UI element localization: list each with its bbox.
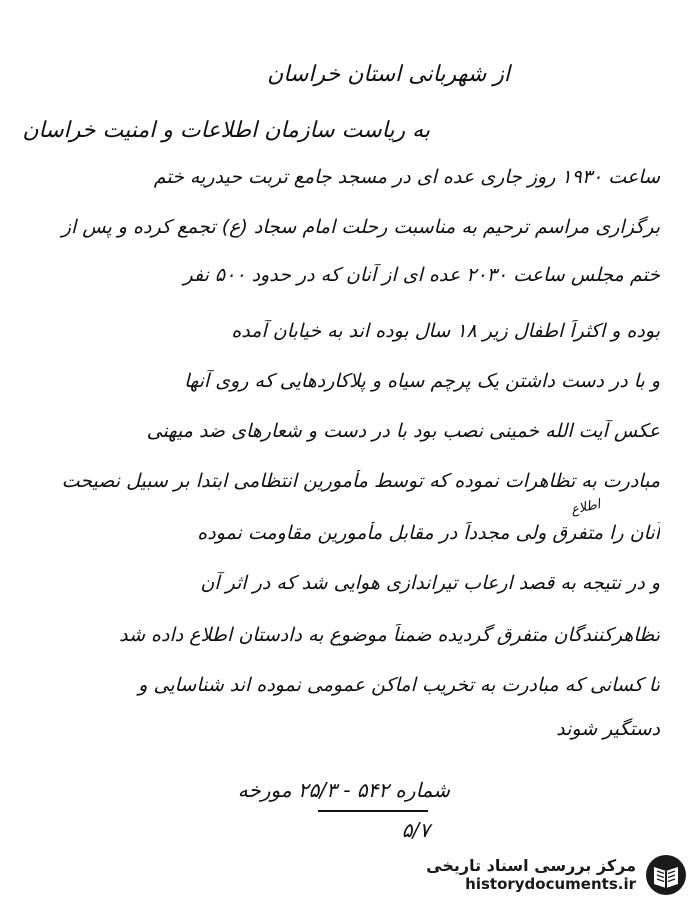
archive-watermark [426, 853, 688, 897]
document-date: ۵/۷ [401, 818, 430, 842]
reference-underline [318, 810, 428, 812]
watermark-url: historydocuments.ir [465, 874, 636, 893]
body-line-1: ساعت ۱۹۳۰ روز جاری عده ای در مسجد جامع تربت حیدریه ختم [153, 166, 660, 188]
reference-number: شماره ۵۴۲ - ۲۵/۳ مورخه [237, 778, 450, 802]
body-line-7: مبادرت به تظاهرات نموده که توسط مأمورین انتظامی ابتدا بر سبیل نصیحت [61, 470, 660, 492]
body-line-2: برگزاری مراسم ترحیم به مناسبت رحلت امام سجاد (ع) تجمع کرده و پس از [61, 216, 660, 238]
body-line-4: بوده و اکثراً اطفال زیر ۱۸ سال بوده اند به خیابان آمده [231, 320, 660, 342]
body-line-9: و در نتیجه به قصد ارعاب تیراندازی هوایی شد که در اثر آن [200, 572, 660, 594]
body-line-11: تا کسانی که مبادرت به تخریب اماکن عمومی نموده اند شناسایی و [138, 674, 660, 696]
body-line-12: دستگیر شوند [556, 718, 660, 740]
body-line-8: آنان را متفرق ولی مجدداً در مقابل مأمورین مقاومت نموده [197, 522, 660, 544]
book-emblem-icon [644, 853, 688, 897]
recipient-line-2: به ریاست سازمان اطلاعات و امنیت خراسان [22, 118, 430, 143]
recipient-line-1: از شهربانی استان خراسان [267, 62, 510, 87]
body-line-10: تظاهرکنندگان متفرق گردیده ضمناً موضوع به دادستان اطلاع داده شد [119, 624, 660, 646]
watermark-title: مرکز بررسی اسناد تاریخی [426, 856, 636, 876]
margin-note: اطلاع [569, 497, 602, 518]
body-line-5: و با در دست داشتن یک پرچم سیاه و پلاکاردهایی که روی آنها [184, 370, 660, 392]
body-line-6: عکس آیت الله خمینی نصب بود با در دست و شعارهای ضد میهنی [146, 420, 660, 442]
body-line-3: ختم مجلس ساعت ۲۰۳۰ عده ای از آنان که در حدود ۵۰۰ نفر [183, 264, 660, 286]
